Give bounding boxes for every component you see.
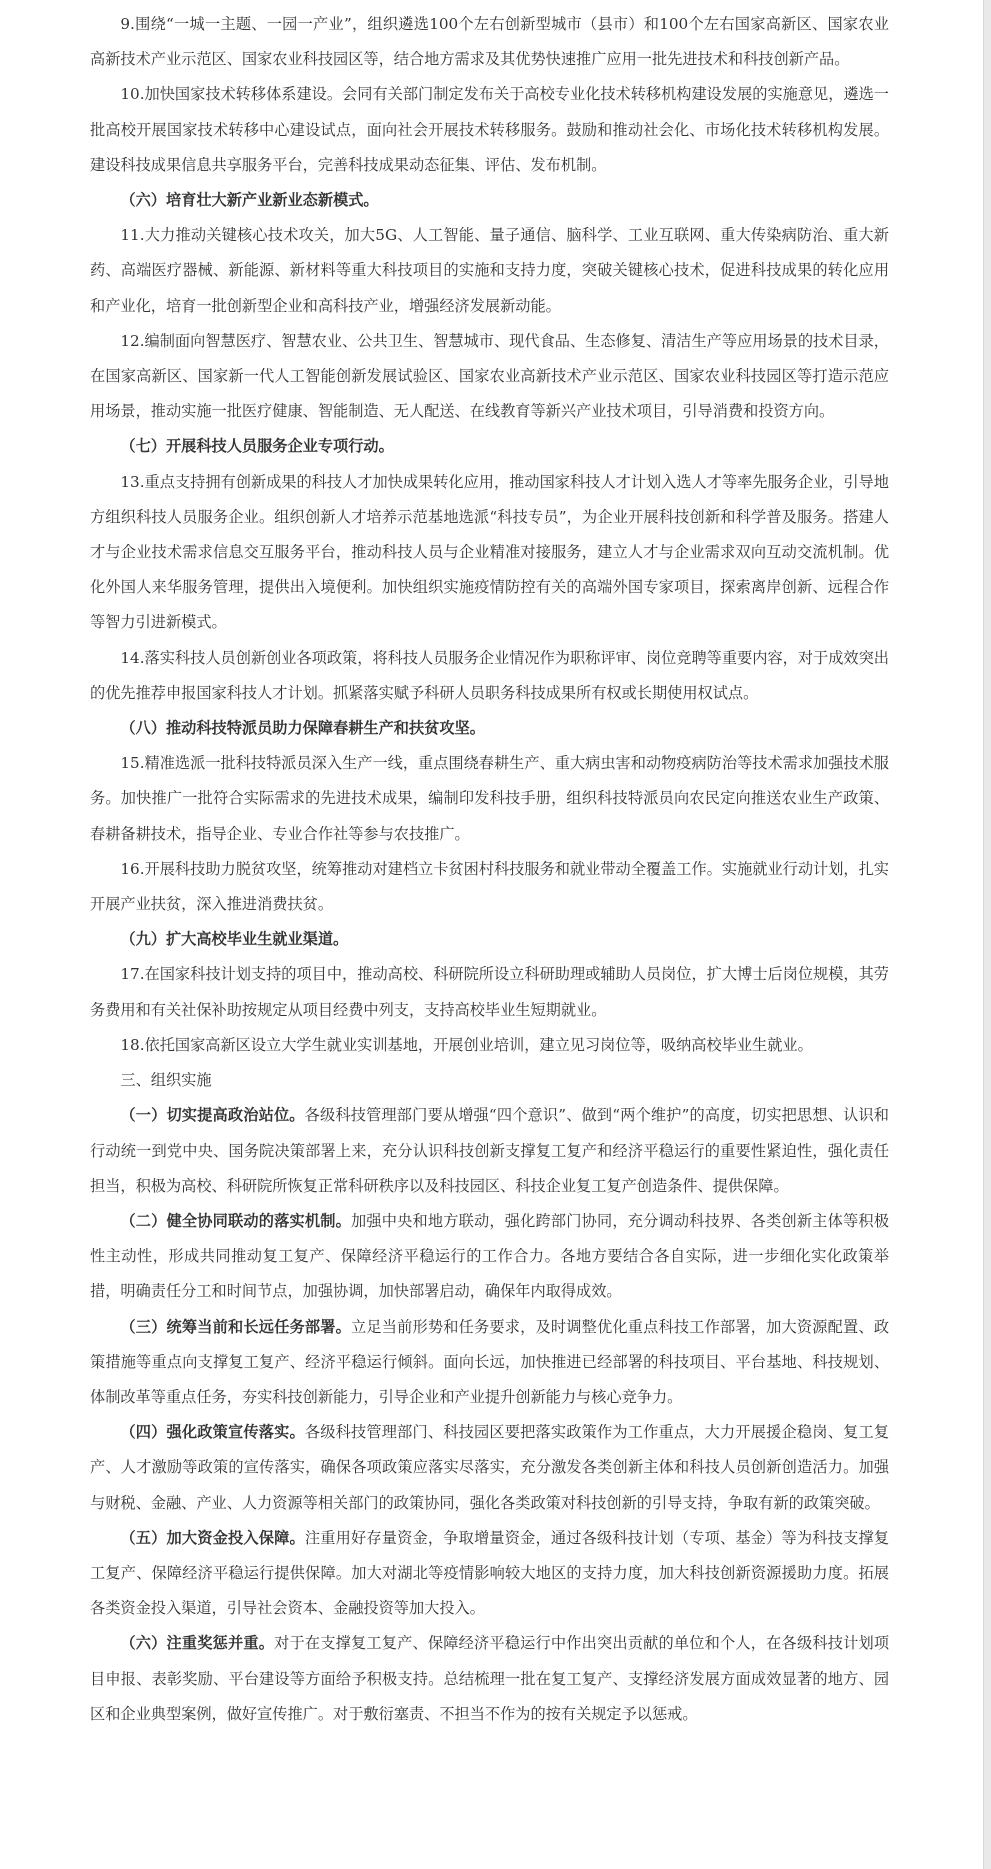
body-paragraph: 18.依托国家高新区设立大学生就业实训基地，开展创业培训，建立见习岗位等，吸纳高校毕业生就业。 (120, 1035, 813, 1054)
paragraph-text: 各级科技管理部门、科技园区要把落实政策作为工作重点，大力开展援企稳岗、复工复产、人才激励等政策的宣传落实，确保各项政策应落实尽落实，充分激发各类创新主体和科技人员创新创造活力。加强与财税、金融、产业、人力资源等相关部门的政策协同，强化各类政策对科技创新的引导支持，争取有新的政策突破。 (90, 1423, 890, 1512)
section-subheading: （六）培育壮大新产业新业态新模式。 (120, 191, 379, 210)
body-paragraph: 9.围绕“一城一主题、一园一产业”，组织遴选100个左右创新型城市（县市）和100个左右国家高新区、国家农业高新技术产业示范区、国家农业科技园区等，结合地方需求及其优势快速推广应用一批先进技术和科技创新产品。 (90, 15, 889, 69)
lead-paragraph (90, 1310, 889, 1416)
body-paragraph: 14.落实科技人员创新创业各项政策，将科技人员服务企业情况作为职称评审、岗位竞聘等重要内容，对于成效突出的优先推荐申报国家科技人才计划。抓紧落实赋予科研人员职务科技成果所有权或长期使用权试点。 (90, 648, 889, 702)
lead-paragraph (90, 1626, 889, 1732)
paragraph-lead: （三）统筹当前和长远任务部署。 (120, 1317, 352, 1336)
body-paragraph: 10.加快国家技术转移体系建设。会同有关部门制定发布关于高校专业化技术转移机构建设发展的实施意见，遴选一批高校开展国家技术转移中心建设试点，面向社会开展技术转移服务。鼓励和推动社会化、市场化技术转移机构发展。建设科技成果信息共享服务平台，完善科技成果动态征集、评估、发布机制。 (90, 85, 889, 174)
paragraph-text: 立足当前形势和任务要求，及时调整优化重点科技工作部署，加大资源配置、政策措施等重点向支撑复工复产、经济平稳运行倾斜。面向长远，加快推进已经部署的科技项目、平台基地、科技规划、体制改革等重点任务，夯实科技创新能力，引导企业和产业提升创新能力与核心竞争力。 (90, 1317, 890, 1406)
paragraph-text: 加强中央和地方联动，强化跨部门协同，充分调动科技界、各类创新主体等积极性主动性，形成共同推动复工复产、保障经济平稳运行的工作合力。各地方要结合各自实际，进一步细化实化政策举措，明确责任分工和时间节点，加强协调，加快部署启动，确保年内取得成效。 (90, 1211, 890, 1301)
lead-paragraph (90, 1415, 889, 1521)
lead-paragraph (90, 1098, 889, 1204)
paragraph-lead: （二）健全协同联动的落实机制。 (120, 1211, 352, 1230)
paragraph-lead: （一）切实提高政治站位。 (120, 1106, 305, 1125)
paragraph-text: 各级科技管理部门要从增强“四个意识”、做到“两个维护”的高度，切实把思想、认识和行动统一到党中央、国务院决策部署上来，充分认识科技创新支撑复工复产和经济平稳运行的重要性紧迫性，强化责任担当，积极为高校、科研院所恢复正常科研秩序以及科技园区、科技企业复工复产创造条件、提供保障。 (90, 1106, 889, 1195)
document-body (90, 7, 889, 1732)
paragraph-text: 注重用好存量资金，争取增量资金，通过各级科技计划（专项、基金）等为科技支撑复工复产、保障经济平稳运行提供保障。加大对湖北等疫情影响较大地区的支持力度，加大科技创新资源援助力度。拓展各类资金投入渠道，引导社会资本、金融投资等加大投入。 (90, 1528, 890, 1618)
section-subheading: （七）开展科技人员服务企业专项行动。 (120, 437, 394, 456)
body-paragraph: 16.开展科技助力脱贫攻坚，统筹推动对建档立卡贫困村科技服务和就业带动全覆盖工作。实施就业行动计划，扎实开展产业扶贫，深入推进消费扶贫。 (90, 859, 889, 914)
section-subheading: （八）推动科技特派员助力保障春耕生产和扶贫攻坚。 (120, 719, 485, 738)
body-paragraph: 13.重点支持拥有创新成果的科技人才加快成果转化应用，推动国家科技人才计划入选人才等率先服务企业，引导地方组织科技人员服务企业。组织创新人才培养示范基地选派“科技专员”，为企业开展科技创新和科学普及服务。搭建人才与企业技术需求信息交互服务平台，推动科技人员与企业精准对接服务，建立人才与企业需求双向互动交流机制。优化外国人来华服务管理，提供出入境便利。加快组织实施疫情防控有关的高端外国专家项目，探索离岸创新、远程合作等智力引进新模式。 (90, 472, 889, 632)
scrollbar[interactable] (983, 0, 991, 1869)
paragraph-lead: （六）注重奖惩并重。 (120, 1634, 275, 1653)
paragraph-lead: （五）加大资金投入保障。 (120, 1528, 305, 1547)
body-paragraph: 12.编制面向智慧医疗、智慧农业、公共卫生、智慧城市、现代食品、生态修复、清洁生产等应用场景的技术目录，在国家高新区、国家新一代人工智能创新发展试验区、国家农业高新技术产业示范区、国家农业科技园区等打造示范应用场景，推动实施一批医疗健康、智能制造、无人配送、在线教育等新兴产业技术项目，引导消费和投资方向。 (90, 331, 889, 421)
body-paragraph: 15.精准选派一批科技特派员深入生产一线，重点围绕春耕生产、重大病虫害和动物疫病防治等技术需求加强技术服务。加快推广一批符合实际需求的先进技术成果，编制印发科技手册，组织科技特派员向农民定向推送农业生产政策、春耕备耕技术，指导企业、专业合作社等参与农技推广。 (90, 754, 889, 843)
section-heading: 三、组织实施 (120, 1071, 212, 1090)
section-subheading: （九）扩大高校毕业生就业渠道。 (120, 930, 349, 949)
lead-paragraph (90, 1521, 889, 1627)
body-paragraph: 11.大力推动关键核心技术攻关，加大5G、人工智能、量子通信、脑科学、工业互联网、重大传染病防治、重大新药、高端医疗器械、新能源、新材料等重大科技项目的实施和支持力度，突破关键核心技术，促进科技成果的转化应用和产业化，培育一批创新型企业和高科技产业，增强经济发展新动能。 (90, 226, 889, 315)
lead-paragraph (90, 1204, 889, 1310)
body-paragraph: 17.在国家科技计划支持的项目中，推动高校、科研院所设立科研助理或辅助人员岗位，扩大博士后岗位规模，其劳务费用和有关社保补助按规定从项目经费中列支，支持高校毕业生短期就业。 (90, 965, 889, 1019)
paragraph-text: 对于在支撑复工复产、保障经济平稳运行中作出突出贡献的单位和个人，在各级科技计划项目申报、表彰奖励、平台建设等方面给予积极支持。总结梳理一批在复工复产、支撑经济发展方面成效显著的地方、园区和企业典型案例，做好宣传推广。对于敷衍塞责、不担当不作为的按有关规定予以惩戒。 (90, 1634, 890, 1723)
paragraph-lead: （四）强化政策宣传落实。 (120, 1423, 305, 1442)
